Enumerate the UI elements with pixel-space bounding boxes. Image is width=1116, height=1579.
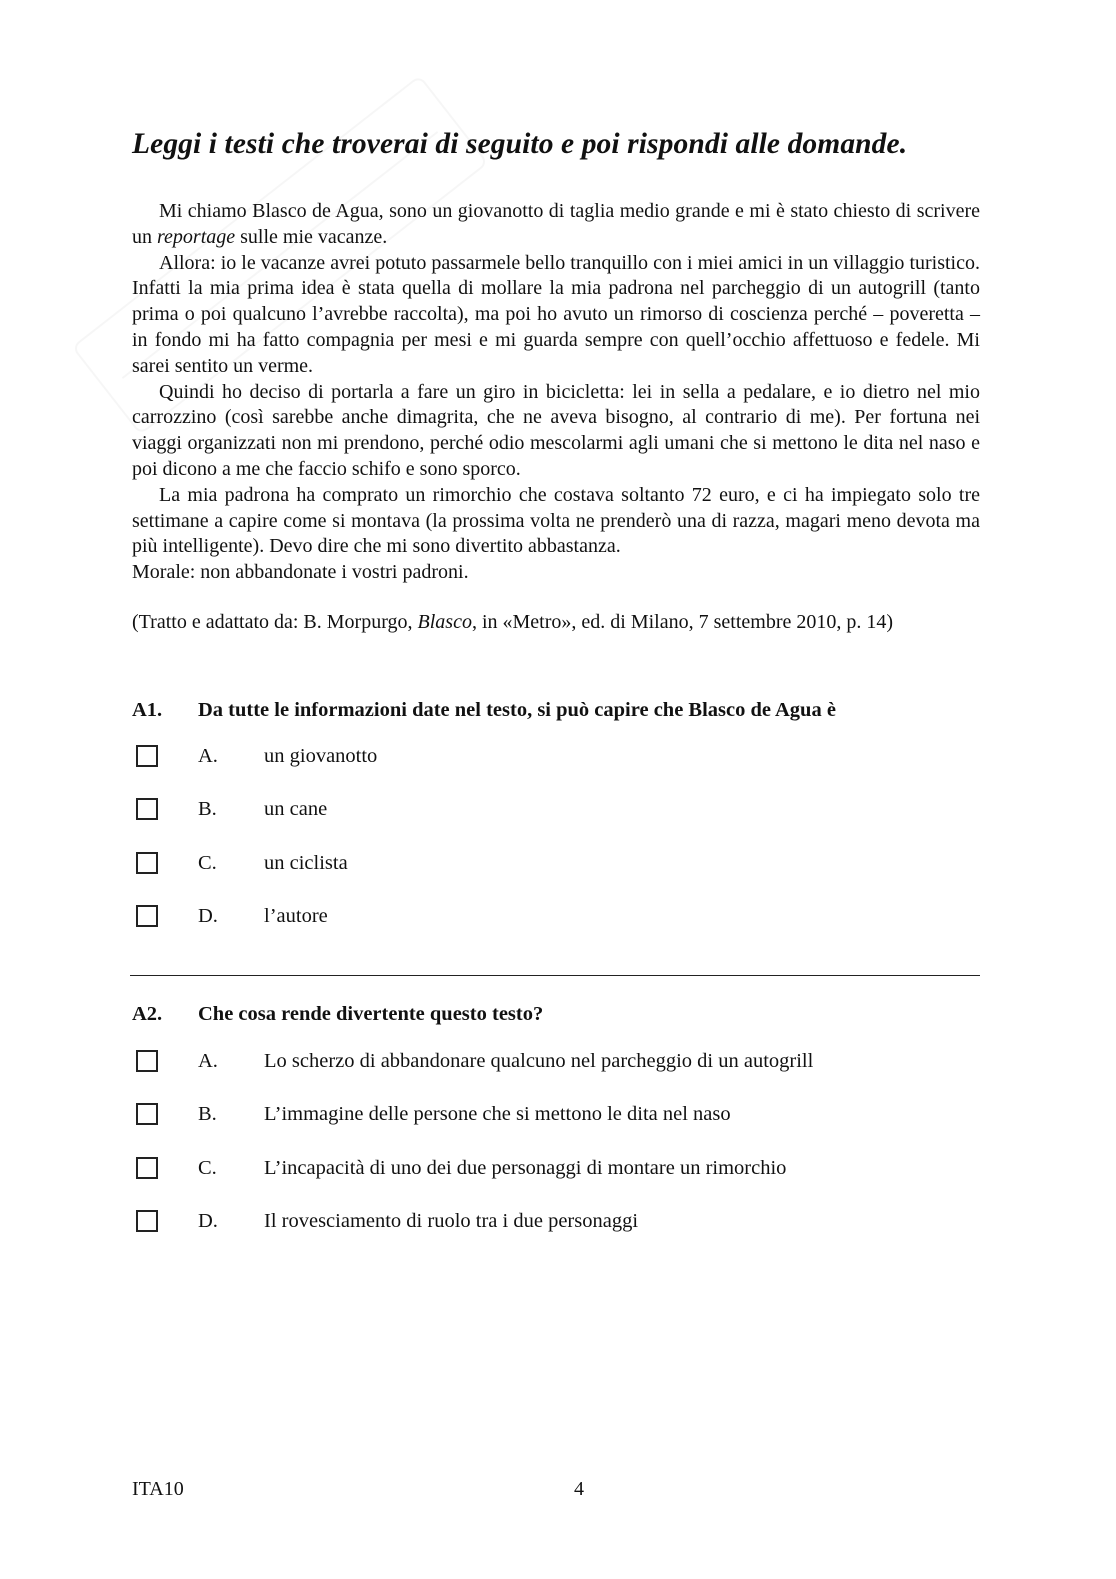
question-a1-option-c — [132, 852, 992, 882]
question-a1-option-b — [132, 798, 992, 828]
question-number: A1. — [132, 699, 163, 721]
passage-italic-term: reportage — [157, 225, 236, 248]
option-letter: B. — [198, 1103, 217, 1125]
option-letter: A. — [198, 1050, 218, 1072]
checkbox[interactable] — [136, 1210, 158, 1232]
checkbox[interactable] — [136, 1157, 158, 1179]
checkbox[interactable] — [136, 905, 158, 927]
option-text: Lo scherzo di abbandonare qualcuno nel parcheggio di un autogrill — [264, 1050, 814, 1072]
document-code: ITA10 — [132, 1478, 184, 1500]
passage-paragraph-1 — [132, 199, 980, 251]
page-number: 4 — [574, 1478, 584, 1500]
passage-paragraph-2: Allora: io le vacanze avrei potuto passarmele bello tranquillo con i miei amici in un villaggio turistico. Infatti la mia prima idea è stata quella di mollare la mia padrona nel parcheggio di un autogrill (tanto prima o poi qualcuno l’avrebbe raccolta), ma poi ho avuto un rimorso di coscienza perché – poveretta – in fondo mi ha fatto compagnia per mesi e mi guarda sempre con quell’occhio affettuoso e fedele. Mi sarei sentito un verme. — [132, 251, 980, 377]
checkbox[interactable] — [136, 745, 158, 767]
option-letter: C. — [198, 1157, 217, 1179]
question-a2-option-b — [132, 1103, 992, 1133]
passage-paragraph-3: Quindi ho deciso di portarla a fare un giro in bicicletta: lei in sella a pedalare, e io dietro nel mio carrozzino (così sarebbe anche dimagrita, che ne aveva bisogno, al contrario di me). Per fortuna nei viaggi organizzati non mi prendono, perché odio mescolarmi agli umani che si mettono le dita nel naso e poi dicono a me che faccio schifo e sono sporco. — [132, 380, 980, 480]
option-text: L’incapacità di uno dei due personaggi di montare un rimorchio — [264, 1157, 787, 1179]
option-letter: A. — [198, 745, 218, 767]
option-letter: B. — [198, 798, 217, 820]
question-a1-option-a — [132, 745, 992, 775]
checkbox[interactable] — [136, 798, 158, 820]
checkbox[interactable] — [136, 852, 158, 874]
source-citation — [132, 610, 980, 636]
page-title: Leggi i testi che troverai di seguito e poi rispondi alle domande. — [132, 128, 908, 160]
option-letter: D. — [198, 905, 218, 927]
source-prefix: (Tratto e adattato da: B. Morpurgo, — [132, 611, 418, 633]
checkbox[interactable] — [136, 1103, 158, 1125]
passage-moral: Morale: non abbandonate i vostri padroni. — [132, 561, 469, 584]
question-a2-option-a — [132, 1050, 992, 1080]
option-text: un ciclista — [264, 852, 348, 874]
passage-paragraph-4: La mia padrona ha comprato un rimorchio che costava soltanto 72 euro, e ci ha impiegato solo tre settimane a capire come si montava (la prossima volta ne prenderò una di razza, magari meno devota ma più intelligente). Devo dire che mi sono divertito abbastanza. — [132, 483, 980, 558]
section-divider — [130, 975, 980, 976]
option-text: un giovanotto — [264, 745, 378, 767]
question-text: Da tutte le informazioni date nel testo, si può capire che Blasco de Agua è — [198, 699, 836, 721]
passage-paragraph-1-text-a: Mi chiamo Blasco de Agua, sono un giovanotto di taglia medio grande e mi è stato chiesto di scrivere un — [132, 200, 980, 248]
source-suffix: , in «Metro», ed. di Milano, 7 settembre 2010, p. 14) — [471, 611, 894, 633]
question-a2-option-d — [132, 1210, 992, 1240]
reading-passage — [132, 199, 980, 586]
option-text: un cane — [264, 798, 328, 820]
source-italic-title: Blasco — [417, 611, 472, 633]
option-text: Il rovesciamento di ruolo tra i due personaggi — [264, 1210, 639, 1232]
question-a1-option-d — [132, 905, 992, 935]
checkbox[interactable] — [136, 1050, 158, 1072]
option-text: l’autore — [264, 905, 328, 927]
option-letter: D. — [198, 1210, 218, 1232]
option-text: L’immagine delle persone che si mettono le dita nel naso — [264, 1103, 731, 1125]
question-number: A2. — [132, 1003, 163, 1025]
option-letter: C. — [198, 852, 217, 874]
question-a2-option-c — [132, 1157, 992, 1187]
passage-paragraph-1-text-b: sulle mie vacanze. — [235, 225, 388, 248]
question-text: Che cosa rende divertente questo testo? — [198, 1003, 544, 1025]
